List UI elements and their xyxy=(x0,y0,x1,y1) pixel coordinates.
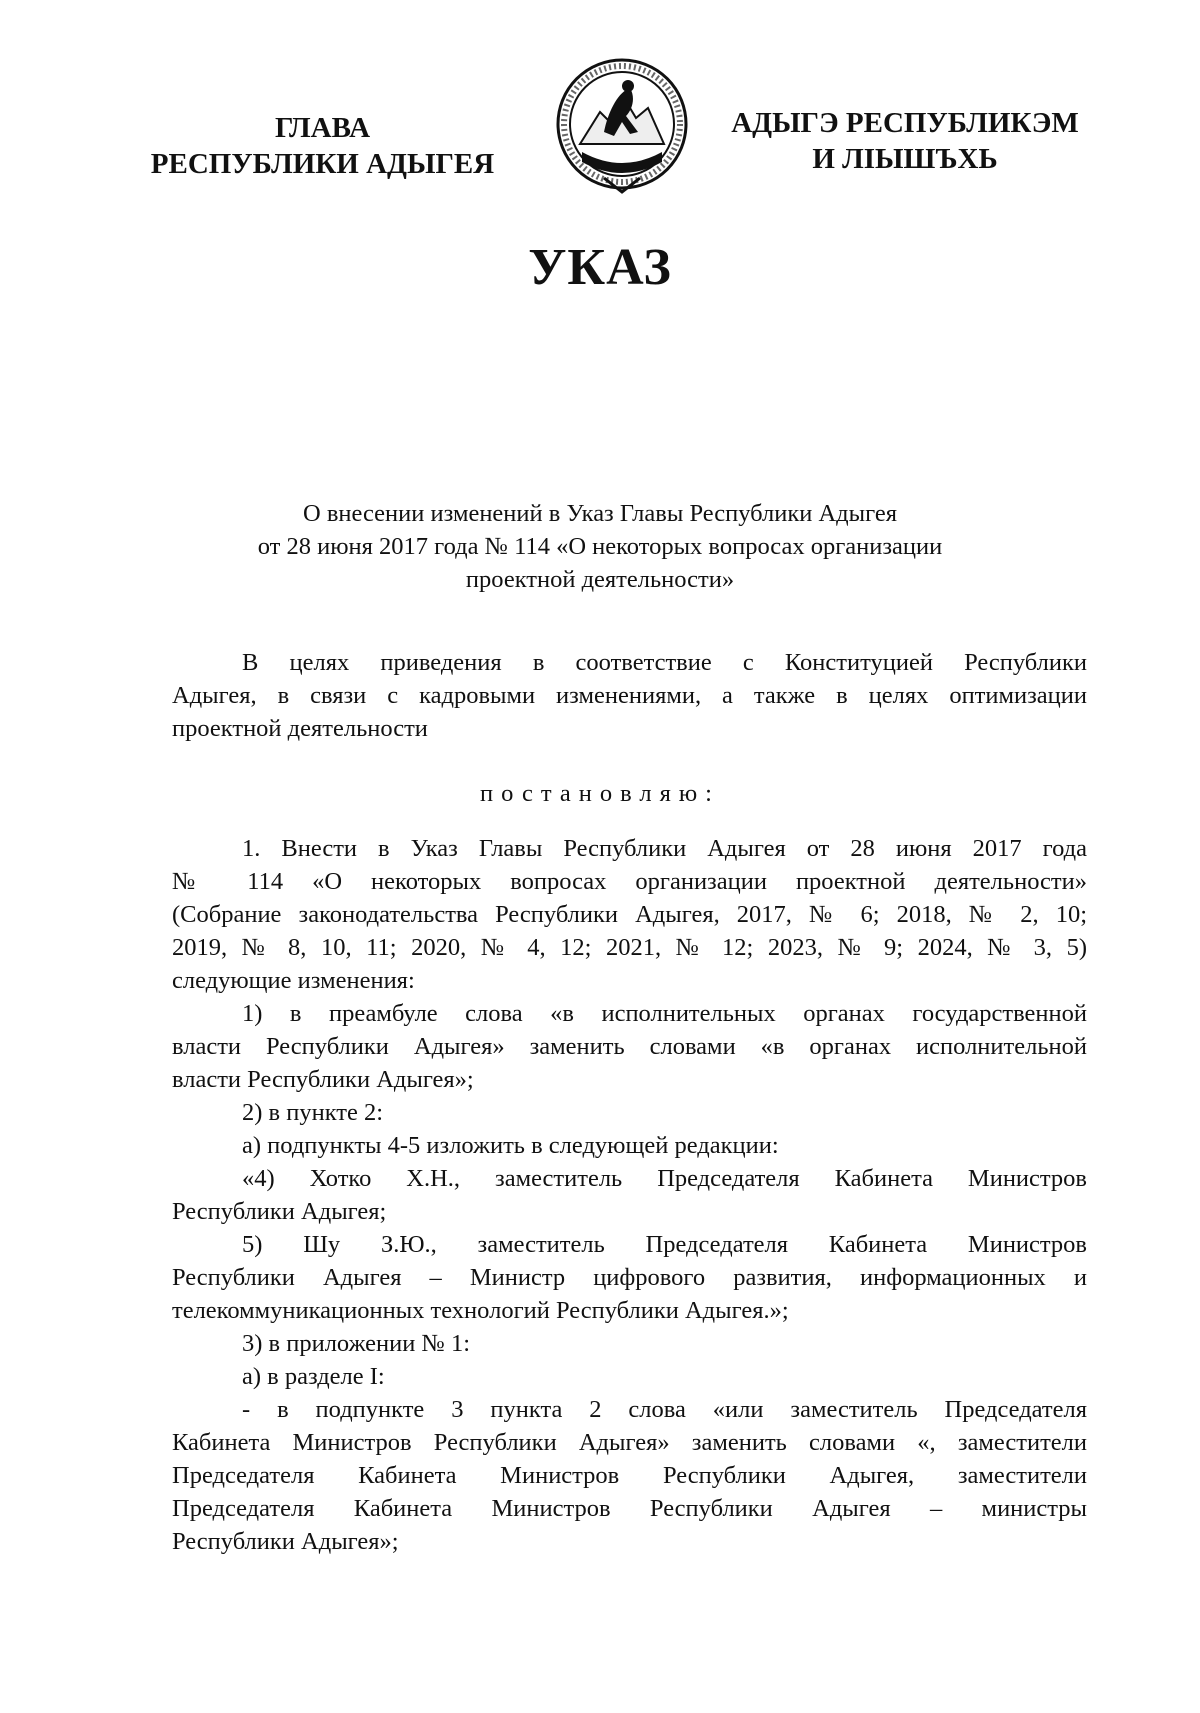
preamble-line-1: В целях приведения в соответствие с Конституцией Республики xyxy=(242,649,1087,676)
body-line: Республики Адыгея – Министр цифрового развития, информационных и xyxy=(172,1264,1087,1291)
body-line: 5) Шу З.Ю., заместитель Председателя Кабинета Министров xyxy=(242,1231,1087,1258)
body-line: следующие изменения: xyxy=(172,967,415,994)
body-line: Республики Адыгея; xyxy=(172,1198,387,1225)
issuer-title-line-1: ГЛАВА xyxy=(274,112,371,144)
decree-body xyxy=(172,832,1087,1558)
decree-word: постановляю: xyxy=(480,780,720,807)
body-line: 2019, № 8, 10, 11; 2020, № 4, 12; 2021, № 12; 2023, № 9; 2024, № 3, 5) xyxy=(172,934,1087,961)
body-line: 3) в приложении № 1: xyxy=(242,1330,471,1357)
body-line: № 114 «О некоторых вопросах организации проектной деятельности» xyxy=(172,868,1087,895)
preamble-line-2: Адыгея, в связи с кадровыми изменениями, а также в целях оптимизации xyxy=(172,682,1087,709)
subject-line-1: О внесении изменений в Указ Главы Республики Адыгея xyxy=(303,500,897,527)
document-type-heading: УКАЗ xyxy=(528,239,672,296)
body-line: а) подпункты 4-5 изложить в следующей редакции: xyxy=(242,1132,779,1159)
document-subject xyxy=(180,497,1020,596)
body-line: власти Республики Адыгея» заменить словами «в органах исполнительной xyxy=(172,1033,1087,1060)
subject-line-3: проектной деятельности» xyxy=(465,566,735,593)
preamble-line-3: проектной деятельности xyxy=(172,715,428,742)
issuer-title-russian xyxy=(150,110,495,182)
body-line: - в подпункте 3 пункта 2 слова «или заместитель Председателя xyxy=(242,1396,1087,1423)
body-line: Кабинета Министров Республики Адыгея» заменить словами «, заместители xyxy=(172,1429,1087,1456)
body-line: а) в разделе I: xyxy=(242,1363,385,1390)
body-line: Председателя Кабинета Министров Республики Адыгея, заместители xyxy=(172,1462,1087,1489)
body-line: телекоммуникационных технологий Республики Адыгея.»; xyxy=(172,1297,789,1324)
body-line: Председателя Кабинета Министров Республики Адыгея – министры xyxy=(172,1495,1087,1522)
body-line: (Собрание законодательства Республики Адыгея, 2017, № 6; 2018, № 2, 10; xyxy=(172,901,1087,928)
coat-of-arms-icon xyxy=(552,52,692,202)
body-line: 2) в пункте 2: xyxy=(242,1099,384,1126)
preamble-paragraph xyxy=(172,646,1087,745)
subject-line-2: от 28 июня 2017 года № 114 «О некоторых вопросах организации xyxy=(257,533,943,560)
body-line: «4) Хотко Х.Н., заместитель Председателя Кабинета Министров xyxy=(242,1165,1087,1192)
body-line: 1. Внести в Указ Главы Республики Адыгея от 28 июня 2017 года xyxy=(242,835,1087,862)
body-line: 1) в преамбуле слова «в исполнительных органах государственной xyxy=(242,1000,1087,1027)
body-line: власти Республики Адыгея»; xyxy=(172,1066,474,1093)
body-line: Республики Адыгея»; xyxy=(172,1528,399,1555)
issuer-title-adyghe-line-1: АДЫГЭ РЕСПУБЛИКЭМ xyxy=(731,107,1079,139)
issuer-title-line-2: РЕСПУБЛИКИ АДЫГЕЯ xyxy=(150,148,495,180)
issuer-title-adyghe-line-2: И ЛІЫШЪХЬ xyxy=(812,143,998,175)
issuer-title-adyghe xyxy=(710,105,1100,177)
